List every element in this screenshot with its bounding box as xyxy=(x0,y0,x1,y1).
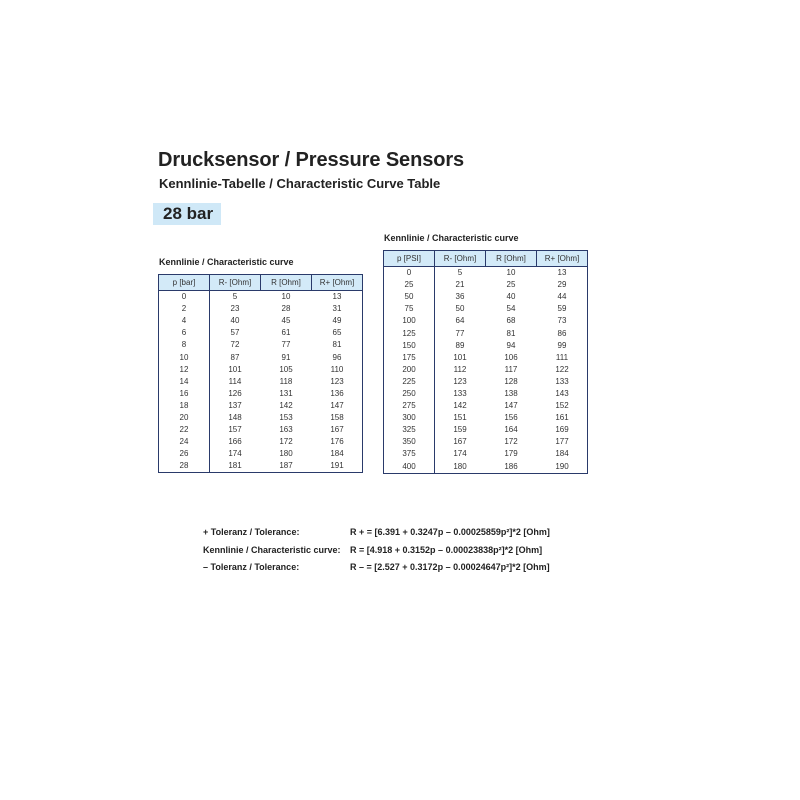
r-plus-cell: 44 xyxy=(537,291,588,303)
r-cell: 186 xyxy=(486,461,537,474)
pressure-cell: 0 xyxy=(159,291,210,304)
r-cell: 163 xyxy=(279,425,293,435)
column-header-r-plus: R+ [Ohm] xyxy=(312,275,363,291)
r-minus-cell: 123 xyxy=(435,376,486,388)
r-minus-cell: 101 xyxy=(435,352,486,364)
table-row xyxy=(159,436,363,448)
pressure-cell: 50 xyxy=(384,291,435,303)
r-minus-cell: 5 xyxy=(210,291,261,304)
r-plus-cell: 147 xyxy=(312,400,363,412)
column-header-pressure: p [bar] xyxy=(159,275,210,291)
pressure-cell: 18 xyxy=(159,400,210,412)
r-minus-cell: 64 xyxy=(435,315,486,327)
bar-table-label: Kennlinie / Characteristic curve xyxy=(159,257,294,267)
table-row xyxy=(384,340,588,352)
r-plus-cell: 96 xyxy=(312,351,363,363)
r-cell: 81 xyxy=(506,328,516,338)
column-header-r-minus: R- [Ohm] xyxy=(210,275,261,291)
r-cell: 153 xyxy=(279,412,293,422)
r-minus-cell: 87 xyxy=(210,351,261,363)
r-cell: 172 xyxy=(504,437,518,447)
r-minus-cell: 159 xyxy=(435,424,486,436)
r-cell: 45 xyxy=(281,316,291,326)
r-minus-cell: 174 xyxy=(435,448,486,460)
r-plus-cell: 176 xyxy=(312,436,363,448)
table-row xyxy=(384,279,588,291)
r-plus-cell: 73 xyxy=(537,315,588,327)
column-header-r-plus: R+ [Ohm] xyxy=(537,251,588,267)
r-cell: 68 xyxy=(506,316,516,326)
r-minus-cell: 126 xyxy=(210,388,261,400)
pressure-cell: 300 xyxy=(384,412,435,424)
table-row xyxy=(159,327,363,339)
bar-characteristic-table xyxy=(158,274,363,473)
pressure-cell: 250 xyxy=(384,388,435,400)
r-cell: 40 xyxy=(506,292,516,302)
table-row xyxy=(159,315,363,327)
table-row xyxy=(384,364,588,376)
r-plus-cell: 81 xyxy=(312,339,363,351)
pressure-cell: 400 xyxy=(384,461,435,474)
table-row xyxy=(384,412,588,424)
r-minus-cell: 23 xyxy=(210,303,261,315)
pressure-cell: 14 xyxy=(159,376,210,388)
table-row xyxy=(159,364,363,376)
formula-label: Kennlinie / Characteristic curve: xyxy=(203,544,341,555)
r-cell: 179 xyxy=(504,449,518,459)
pressure-cell: 22 xyxy=(159,424,210,436)
pressure-cell: 375 xyxy=(384,448,435,460)
psi-table-body xyxy=(384,267,588,474)
column-header-r-minus: R- [Ohm] xyxy=(435,251,486,267)
table-row xyxy=(159,412,363,424)
table-row xyxy=(384,303,588,315)
r-minus-cell: 36 xyxy=(435,291,486,303)
r-plus-cell: 13 xyxy=(312,291,363,304)
r-cell: 131 xyxy=(279,388,293,398)
r-minus-cell: 101 xyxy=(210,364,261,376)
r-minus-cell: 77 xyxy=(435,327,486,339)
r-cell: 25 xyxy=(506,280,516,290)
r-cell: 105 xyxy=(279,364,293,374)
r-cell: 156 xyxy=(504,413,518,423)
r-cell: 128 xyxy=(504,376,518,386)
pressure-cell: 275 xyxy=(384,400,435,412)
r-minus-cell: 151 xyxy=(435,412,486,424)
r-cell: 180 xyxy=(279,449,293,459)
pressure-cell: 28 xyxy=(159,460,210,473)
r-minus-cell: 180 xyxy=(435,461,486,474)
table-row xyxy=(159,291,363,304)
r-minus-cell: 57 xyxy=(210,327,261,339)
table-header-row xyxy=(384,251,588,267)
pressure-cell: 200 xyxy=(384,364,435,376)
column-header-r: R [Ohm] xyxy=(261,275,312,291)
r-plus-cell: 152 xyxy=(537,400,588,412)
r-plus-cell: 143 xyxy=(537,388,588,400)
pressure-cell: 125 xyxy=(384,327,435,339)
table-row xyxy=(384,400,588,412)
r-minus-cell: 142 xyxy=(435,400,486,412)
bar-table-body xyxy=(159,291,363,473)
r-minus-cell: 112 xyxy=(435,364,486,376)
page-title: Drucksensor / Pressure Sensors xyxy=(158,149,465,171)
pressure-cell: 8 xyxy=(159,339,210,351)
r-plus-cell: 136 xyxy=(312,388,363,400)
table-row xyxy=(384,327,588,339)
r-plus-cell: 161 xyxy=(537,412,588,424)
r-cell: 118 xyxy=(279,376,293,386)
r-plus-cell: 86 xyxy=(537,327,588,339)
table-row xyxy=(384,424,588,436)
table-row xyxy=(159,448,363,460)
psi-characteristic-table xyxy=(383,250,588,474)
table-row xyxy=(159,376,363,388)
r-cell: 10 xyxy=(281,292,291,302)
r-cell: 28 xyxy=(281,304,291,314)
r-plus-cell: 169 xyxy=(537,424,588,436)
range-badge-label: 28 bar xyxy=(163,204,214,223)
pressure-cell: 175 xyxy=(384,352,435,364)
r-plus-cell: 190 xyxy=(537,461,588,474)
r-minus-cell: 114 xyxy=(210,376,261,388)
table-row xyxy=(384,352,588,364)
r-minus-cell: 40 xyxy=(210,315,261,327)
column-header-pressure: p [PSI] xyxy=(384,251,435,267)
page-subtitle: Kennlinie-Tabelle / Characteristic Curve Table xyxy=(159,176,441,191)
table-row xyxy=(159,400,363,412)
r-plus-cell: 122 xyxy=(537,364,588,376)
r-plus-cell: 167 xyxy=(312,424,363,436)
table-row xyxy=(384,448,588,460)
table-header-row xyxy=(159,275,363,291)
formula-expression: R – = [2.527 + 0.3172p – 0.00024647p²]*2 [Ohm] xyxy=(350,562,550,572)
pressure-cell: 16 xyxy=(159,388,210,400)
pressure-cell: 12 xyxy=(159,364,210,376)
r-plus-cell: 133 xyxy=(537,376,588,388)
r-cell: 187 xyxy=(261,460,312,473)
table-row xyxy=(384,436,588,448)
table-row xyxy=(384,376,588,388)
r-minus-cell: 174 xyxy=(210,448,261,460)
r-cell: 94 xyxy=(506,340,516,350)
table-row xyxy=(159,424,363,436)
r-cell: 10 xyxy=(506,268,516,278)
r-minus-cell: 166 xyxy=(210,436,261,448)
range-badge xyxy=(153,203,221,225)
pressure-cell: 4 xyxy=(159,315,210,327)
pressure-cell: 2 xyxy=(159,303,210,315)
table-row xyxy=(384,267,588,280)
column-header-r: R [Ohm] xyxy=(486,251,537,267)
table-row xyxy=(384,315,588,327)
r-minus-cell: 21 xyxy=(435,279,486,291)
pressure-cell: 26 xyxy=(159,448,210,460)
r-minus-cell: 157 xyxy=(210,424,261,436)
pressure-cell: 75 xyxy=(384,303,435,315)
table-row xyxy=(384,291,588,303)
r-cell: 91 xyxy=(281,352,291,362)
r-minus-cell: 133 xyxy=(435,388,486,400)
r-cell: 142 xyxy=(279,400,293,410)
formula-expression: R = [4.918 + 0.3152p – 0.00023838p²]*2 [Ohm] xyxy=(350,544,543,555)
r-minus-cell: 137 xyxy=(210,400,261,412)
r-plus-cell: 65 xyxy=(312,327,363,339)
r-plus-cell: 177 xyxy=(537,436,588,448)
r-cell: 106 xyxy=(504,352,518,362)
r-plus-cell: 110 xyxy=(312,364,363,376)
r-cell: 164 xyxy=(504,425,518,435)
table-row xyxy=(384,388,588,400)
r-cell: 77 xyxy=(281,340,291,350)
r-plus-cell: 99 xyxy=(537,340,588,352)
r-cell: 54 xyxy=(506,304,516,314)
r-minus-cell: 181 xyxy=(210,460,261,473)
table-row xyxy=(384,461,588,474)
table-row xyxy=(159,303,363,315)
table-row xyxy=(159,388,363,400)
r-plus-cell: 184 xyxy=(537,448,588,460)
table-row xyxy=(159,339,363,351)
r-plus-cell: 49 xyxy=(312,315,363,327)
r-cell: 117 xyxy=(504,364,518,374)
pressure-cell: 25 xyxy=(384,279,435,291)
r-cell: 172 xyxy=(279,437,293,447)
r-minus-cell: 167 xyxy=(435,436,486,448)
r-minus-cell: 5 xyxy=(435,267,486,280)
r-plus-cell: 123 xyxy=(312,376,363,388)
table-row xyxy=(159,351,363,363)
r-plus-cell: 111 xyxy=(537,352,588,364)
r-plus-cell: 59 xyxy=(537,303,588,315)
pressure-cell: 10 xyxy=(159,351,210,363)
pressure-cell: 6 xyxy=(159,327,210,339)
table-row xyxy=(159,460,363,473)
r-plus-cell: 184 xyxy=(312,448,363,460)
formula-expression: R + = [6.391 + 0.3247p – 0.00025859p²]*2 [Ohm] xyxy=(350,527,550,537)
pressure-cell: 225 xyxy=(384,376,435,388)
r-minus-cell: 89 xyxy=(435,340,486,352)
r-plus-cell: 29 xyxy=(537,279,588,291)
r-cell: 61 xyxy=(281,328,291,338)
pressure-cell: 24 xyxy=(159,436,210,448)
psi-table-label: Kennlinie / Characteristic curve xyxy=(384,233,519,243)
pressure-cell: 350 xyxy=(384,436,435,448)
pressure-cell: 20 xyxy=(159,412,210,424)
pressure-cell: 150 xyxy=(384,340,435,352)
formula-label: – Toleranz / Tolerance: xyxy=(203,562,300,572)
r-plus-cell: 158 xyxy=(312,412,363,424)
r-minus-cell: 50 xyxy=(435,303,486,315)
formula-label: + Toleranz / Tolerance: xyxy=(203,527,300,537)
r-cell: 147 xyxy=(504,401,518,411)
r-plus-cell: 13 xyxy=(537,267,588,280)
pressure-cell: 0 xyxy=(384,267,435,280)
r-cell: 138 xyxy=(504,388,518,398)
r-minus-cell: 72 xyxy=(210,339,261,351)
r-plus-cell: 191 xyxy=(312,460,363,473)
r-minus-cell: 148 xyxy=(210,412,261,424)
r-plus-cell: 31 xyxy=(312,303,363,315)
pressure-cell: 325 xyxy=(384,424,435,436)
pressure-cell: 100 xyxy=(384,315,435,327)
